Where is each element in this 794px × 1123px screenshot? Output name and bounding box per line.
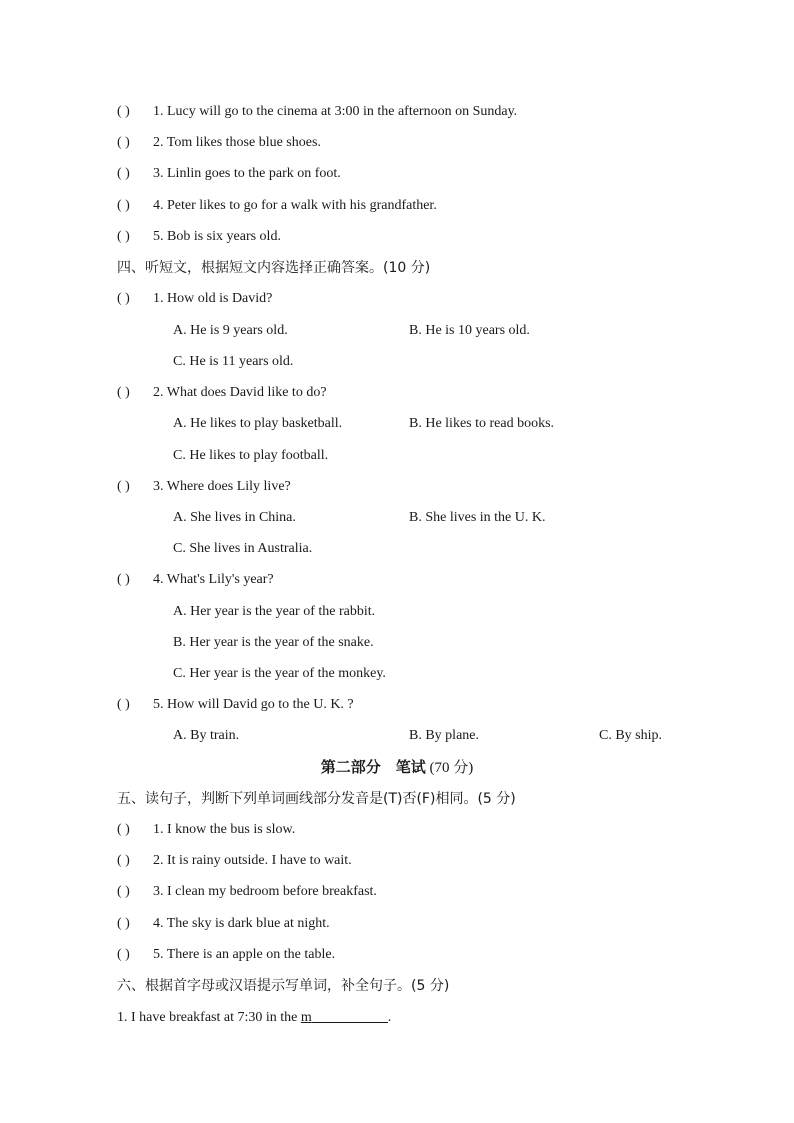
question-text: 3. I clean my bedroom before breakfast. — [153, 884, 377, 899]
answer-parentheses[interactable]: ( ) — [117, 697, 130, 712]
option-b: B. He likes to read books. — [409, 416, 555, 431]
fill-in-letter: m — [300, 1010, 312, 1025]
option-c: C. By ship. — [599, 728, 663, 743]
option-b: B. By plane. — [409, 728, 479, 743]
answer-parentheses[interactable]: ( ) — [117, 229, 130, 244]
option-a: A. Her year is the year of the rabbit. — [173, 604, 376, 619]
answer-parentheses[interactable]: ( ) — [117, 572, 130, 587]
question-text: 2. Tom likes those blue shoes. — [153, 135, 321, 150]
part-title-text: 第二部分 笔试 — [320, 758, 426, 776]
option-c: C. He likes to play football. — [173, 448, 329, 463]
option-b: B. He is 10 years old. — [409, 323, 530, 338]
answer-parentheses[interactable]: ( ) — [117, 166, 130, 181]
option-a: A. She lives in China. — [173, 510, 296, 525]
answer-parentheses[interactable]: ( ) — [117, 135, 130, 150]
answer-parentheses[interactable]: ( ) — [117, 291, 130, 306]
part-title-score: (70 分) — [429, 760, 474, 776]
question-text: 1. How old is David? — [153, 291, 273, 306]
section-heading-4: 四、听短文，根据短文内容选择正确答案。(10 分) — [117, 260, 431, 276]
question-text: 5. How will David go to the U. K. ? — [153, 697, 354, 712]
question-text: 5. There is an apple on the table. — [153, 947, 336, 962]
answer-parentheses[interactable]: ( ) — [117, 884, 130, 899]
answer-parentheses[interactable]: ( ) — [117, 479, 130, 494]
section-heading-5: 五、读句子，判断下列单词画线部分发音是(T)否(F)相同。(5 分) — [117, 791, 516, 807]
question-text: 1. Lucy will go to the cinema at 3:00 in the afternoon on Sunday. — [153, 104, 518, 119]
section-heading-6: 六、根据首字母或汉语提示写单词，补全句子。(5 分) — [117, 978, 450, 994]
question-text: 5. Bob is six years old. — [153, 229, 281, 244]
answer-parentheses[interactable]: ( ) — [117, 822, 130, 837]
fill-in-suffix: . — [387, 1010, 392, 1025]
question-text: 3. Linlin goes to the park on foot. — [153, 166, 341, 181]
option-a: A. He is 9 years old. — [173, 323, 288, 338]
option-b: B. Her year is the year of the snake. — [173, 635, 374, 650]
fill-in-blank[interactable] — [312, 1008, 388, 1023]
question-text: 4. The sky is dark blue at night. — [153, 916, 330, 931]
option-b: B. She lives in the U. K. — [409, 510, 546, 525]
option-c: C. He is 11 years old. — [173, 354, 294, 369]
answer-parentheses[interactable]: ( ) — [117, 385, 130, 400]
question-text: 3. Where does Lily live? — [153, 479, 291, 494]
answer-parentheses[interactable]: ( ) — [117, 947, 130, 962]
answer-parentheses[interactable]: ( ) — [117, 853, 130, 868]
option-a: A. By train. — [173, 728, 240, 743]
answer-parentheses[interactable]: ( ) — [117, 916, 130, 931]
question-text: 2. What does David like to do? — [153, 385, 327, 400]
option-c: C. She lives in Australia. — [173, 541, 313, 556]
answer-parentheses[interactable]: ( ) — [117, 104, 130, 119]
answer-parentheses[interactable]: ( ) — [117, 198, 130, 213]
part-title — [0, 758, 794, 777]
option-a: A. He likes to play basketball. — [173, 416, 343, 431]
fill-in-row — [117, 1008, 794, 1027]
question-text: 4. What's Lily's year? — [153, 572, 274, 587]
question-text: 2. It is rainy outside. I have to wait. — [153, 853, 352, 868]
option-c: C. Her year is the year of the monkey. — [173, 666, 386, 681]
question-text: 1. I know the bus is slow. — [153, 822, 296, 837]
fill-in-prefix: 1. I have breakfast at 7:30 in the — [117, 1010, 301, 1025]
question-text: 4. Peter likes to go for a walk with his grandfather. — [153, 198, 437, 213]
